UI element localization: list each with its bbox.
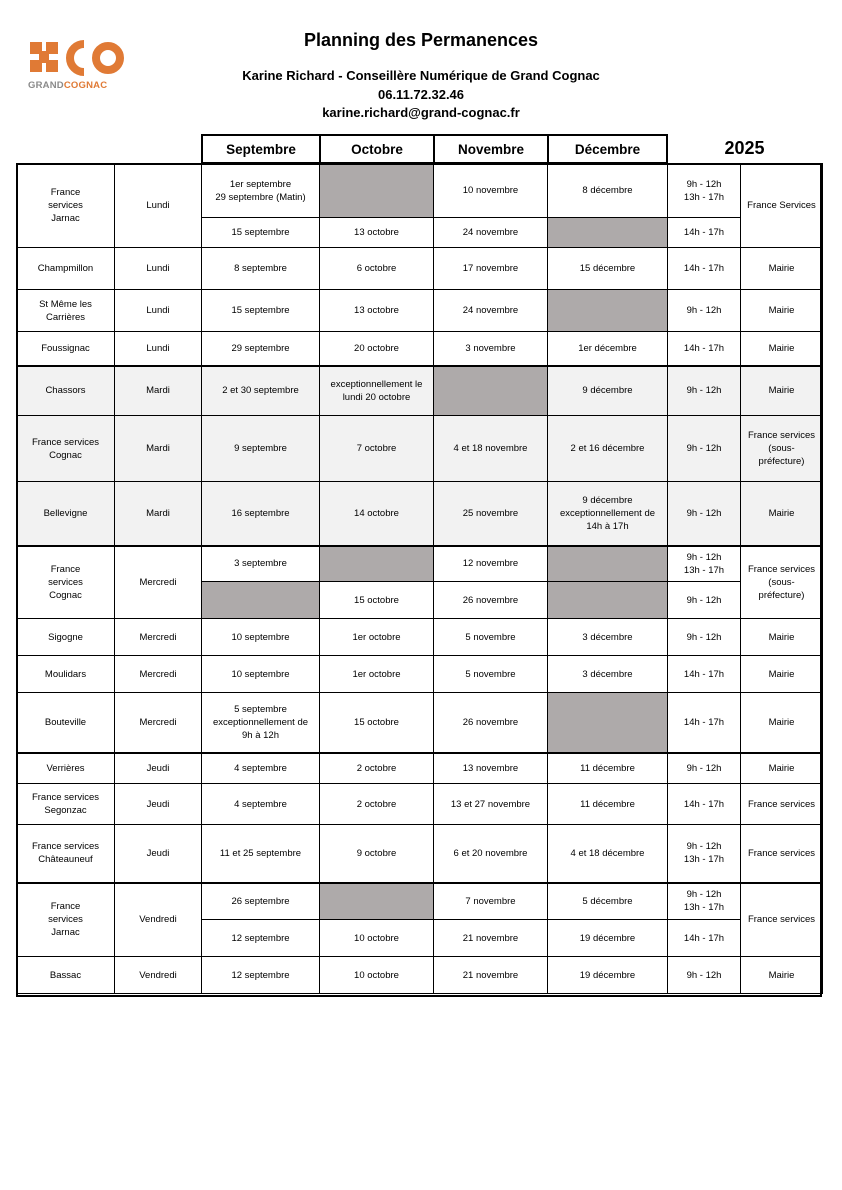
hours-cell: 9h - 12h	[668, 416, 741, 482]
date-cell-dec: 1er décembre	[548, 332, 668, 366]
date-cell-sep: 16 septembre	[202, 482, 320, 546]
date-cell-sep: 1er septembre 29 septembre (Matin)	[202, 164, 320, 218]
date-cell-oct: 1er octobre	[320, 619, 434, 656]
day-cell: Lundi	[115, 248, 202, 290]
day-cell: Mardi	[115, 416, 202, 482]
location-cell: Mairie	[741, 693, 823, 753]
date-cell-sep: 4 septembre	[202, 784, 320, 825]
table-row	[17, 753, 823, 784]
hours-cell: 9h - 12h 13h - 17h	[668, 546, 741, 582]
date-cell-nov: 4 et 18 novembre	[434, 416, 548, 482]
location-cell: Mairie	[741, 332, 823, 366]
place-cell: Bellevigne	[17, 482, 115, 546]
hours-cell: 14h - 17h	[668, 656, 741, 693]
hours-cell: 9h - 12h	[668, 957, 741, 994]
date-cell-dec: 19 décembre	[548, 920, 668, 957]
date-cell-nov: 25 novembre	[434, 482, 548, 546]
date-cell-nov: 13 et 27 novembre	[434, 784, 548, 825]
table-row	[17, 883, 823, 920]
date-cell-nov: 26 novembre	[434, 693, 548, 753]
date-cell-oct: 2 octobre	[320, 784, 434, 825]
date-cell-oct: 14 octobre	[320, 482, 434, 546]
date-cell-oct: 15 octobre	[320, 693, 434, 753]
table-row	[17, 248, 823, 290]
place-cell: Champmillon	[17, 248, 115, 290]
date-cell-oct: 20 octobre	[320, 332, 434, 366]
table-row	[17, 482, 823, 546]
date-cell-dec: 15 décembre	[548, 248, 668, 290]
date-cell-oct: 10 octobre	[320, 920, 434, 957]
date-cell-nov: 26 novembre	[434, 582, 548, 619]
place-cell: France services Jarnac	[17, 164, 115, 248]
table-row	[17, 366, 823, 416]
date-cell-sep: 12 septembre	[202, 920, 320, 957]
place-cell: France services Cognac	[17, 546, 115, 619]
location-cell: France services	[741, 825, 823, 883]
day-cell: Mercredi	[115, 619, 202, 656]
table-row	[17, 693, 823, 753]
hours-cell: 9h - 12h 13h - 17h	[668, 883, 741, 920]
place-cell: Sigogne	[17, 619, 115, 656]
date-cell-dec: 8 décembre	[548, 164, 668, 218]
date-cell-sep: 3 septembre	[202, 546, 320, 582]
day-cell: Mercredi	[115, 693, 202, 753]
date-cell-dec: 3 décembre	[548, 656, 668, 693]
date-cell-sep: 26 septembre	[202, 883, 320, 920]
date-cell-sep: 15 septembre	[202, 290, 320, 332]
date-cell-dec	[548, 218, 668, 248]
location-cell: France services (sous- préfecture)	[741, 416, 823, 482]
date-cell-nov: 21 novembre	[434, 920, 548, 957]
day-cell: Mardi	[115, 482, 202, 546]
place-cell: Moulidars	[17, 656, 115, 693]
date-cell-sep: 11 et 25 septembre	[202, 825, 320, 883]
table-row	[17, 784, 823, 825]
day-cell: Jeudi	[115, 753, 202, 784]
hours-cell: 9h - 12h	[668, 619, 741, 656]
date-cell-sep: 29 septembre	[202, 332, 320, 366]
date-cell-nov: 3 novembre	[434, 332, 548, 366]
date-cell-nov: 5 novembre	[434, 619, 548, 656]
place-cell: Bouteville	[17, 693, 115, 753]
location-cell: Mairie	[741, 656, 823, 693]
place-cell: France services Segonzac	[17, 784, 115, 825]
date-cell-nov: 24 novembre	[434, 218, 548, 248]
date-cell-nov: 6 et 20 novembre	[434, 825, 548, 883]
date-cell-oct: 9 octobre	[320, 825, 434, 883]
phone-number: 06.11.72.32.46	[377, 87, 465, 102]
day-cell: Lundi	[115, 164, 202, 248]
hours-cell: 9h - 12h 13h - 17h	[668, 164, 741, 218]
location-cell: France services (sous- préfecture)	[741, 546, 823, 619]
date-cell-oct: 7 octobre	[320, 416, 434, 482]
date-cell-oct	[320, 546, 434, 582]
date-cell-dec: 4 et 18 décembre	[548, 825, 668, 883]
hours-cell: 14h - 17h	[668, 920, 741, 957]
place-cell: France services Châteauneuf	[17, 825, 115, 883]
date-cell-oct: 13 octobre	[320, 290, 434, 332]
hours-cell: 9h - 12h	[668, 482, 741, 546]
date-cell-oct: 13 octobre	[320, 218, 434, 248]
place-cell: France services Jarnac	[17, 883, 115, 957]
date-cell-oct: 15 octobre	[320, 582, 434, 619]
day-cell: Mardi	[115, 366, 202, 416]
location-cell: France services	[741, 883, 823, 957]
hours-cell: 9h - 12h	[668, 582, 741, 619]
date-cell-sep: 10 septembre	[202, 656, 320, 693]
date-cell-nov: 5 novembre	[434, 656, 548, 693]
date-cell-oct: 1er octobre	[320, 656, 434, 693]
date-cell-oct: 2 octobre	[320, 753, 434, 784]
table-row	[17, 619, 823, 656]
date-cell-oct: 10 octobre	[320, 957, 434, 994]
place-cell: Verrières	[17, 753, 115, 784]
table-row	[17, 546, 823, 582]
date-cell-nov: 10 novembre	[434, 164, 548, 218]
location-cell: Mairie	[741, 619, 823, 656]
date-cell-dec: 9 décembre	[548, 366, 668, 416]
schedule-table	[16, 163, 823, 994]
hours-cell: 9h - 12h 13h - 17h	[668, 825, 741, 883]
table-row	[17, 164, 823, 218]
date-cell-sep: 12 septembre	[202, 957, 320, 994]
date-cell-oct	[320, 883, 434, 920]
month-header: Novembre	[434, 135, 548, 163]
date-cell-sep: 2 et 30 septembre	[202, 366, 320, 416]
month-header: Octobre	[320, 135, 434, 163]
date-cell-nov: 24 novembre	[434, 290, 548, 332]
date-cell-dec	[548, 290, 668, 332]
day-cell: Jeudi	[115, 825, 202, 883]
day-cell: Vendredi	[115, 957, 202, 994]
table-row	[17, 416, 823, 482]
hours-cell: 9h - 12h	[668, 753, 741, 784]
hours-cell: 9h - 12h	[668, 366, 741, 416]
date-cell-sep: 10 septembre	[202, 619, 320, 656]
location-cell: Mairie	[741, 957, 823, 994]
year-label: 2025	[724, 138, 765, 158]
date-cell-nov: 7 novembre	[434, 883, 548, 920]
date-cell-dec: 2 et 16 décembre	[548, 416, 668, 482]
day-cell: Mercredi	[115, 656, 202, 693]
table-row	[17, 332, 823, 366]
location-cell: Mairie	[741, 753, 823, 784]
place-cell: Chassors	[17, 366, 115, 416]
date-cell-nov	[434, 366, 548, 416]
hours-cell: 9h - 12h	[668, 290, 741, 332]
logo-wordmark: GRANDCOGNAC	[28, 80, 108, 91]
date-cell-nov: 13 novembre	[434, 753, 548, 784]
month-header: Décembre	[548, 135, 667, 163]
date-cell-sep: 15 septembre	[202, 218, 320, 248]
location-cell: France Services	[741, 164, 823, 248]
hours-cell: 14h - 17h	[668, 218, 741, 248]
location-cell: Mairie	[741, 248, 823, 290]
place-cell: Bassac	[17, 957, 115, 994]
date-cell-nov: 17 novembre	[434, 248, 548, 290]
hours-cell: 14h - 17h	[668, 248, 741, 290]
table-row	[17, 957, 823, 994]
date-cell-dec: 9 décembre exceptionnellement de 14h à 17h	[548, 482, 668, 546]
date-cell-sep: 5 septembre exceptionnellement de 9h à 12h	[202, 693, 320, 753]
table-row	[17, 825, 823, 883]
location-cell: Mairie	[741, 290, 823, 332]
date-cell-dec	[548, 693, 668, 753]
date-cell-nov: 21 novembre	[434, 957, 548, 994]
place-cell: Foussignac	[17, 332, 115, 366]
date-cell-dec: 11 décembre	[548, 784, 668, 825]
day-cell: Lundi	[115, 290, 202, 332]
day-cell: Lundi	[115, 332, 202, 366]
logo-x-center	[39, 51, 49, 63]
day-cell: Jeudi	[115, 784, 202, 825]
date-cell-dec: 3 décembre	[548, 619, 668, 656]
day-cell: Vendredi	[115, 883, 202, 957]
table-row	[17, 290, 823, 332]
day-cell: Mercredi	[115, 546, 202, 619]
date-cell-dec	[548, 546, 668, 582]
date-cell-nov: 12 novembre	[434, 546, 548, 582]
date-cell-sep: 8 septembre	[202, 248, 320, 290]
date-cell-dec: 11 décembre	[548, 753, 668, 784]
date-cell-oct	[320, 164, 434, 218]
month-header-row	[201, 134, 668, 164]
place-cell: St Même les Carrières	[17, 290, 115, 332]
email-address: karine.richard@grand-cognac.fr	[322, 105, 520, 120]
advisor-line: Karine Richard - Conseillère Numérique de Grand Cognac	[242, 68, 600, 83]
date-cell-sep	[202, 582, 320, 619]
table-row	[17, 656, 823, 693]
date-cell-sep: 9 septembre	[202, 416, 320, 482]
date-cell-sep: 4 septembre	[202, 753, 320, 784]
date-cell-oct: exceptionnellement le lundi 20 octobre	[320, 366, 434, 416]
location-cell: Mairie	[741, 482, 823, 546]
month-header: Septembre	[202, 135, 320, 163]
date-cell-dec: 5 décembre	[548, 883, 668, 920]
location-cell: Mairie	[741, 366, 823, 416]
location-cell: France services	[741, 784, 823, 825]
date-cell-oct: 6 octobre	[320, 248, 434, 290]
date-cell-dec: 19 décembre	[548, 957, 668, 994]
page-title: Planning des Permanences	[303, 30, 539, 50]
hours-cell: 14h - 17h	[668, 693, 741, 753]
date-cell-dec	[548, 582, 668, 619]
place-cell: France services Cognac	[17, 416, 115, 482]
hours-cell: 14h - 17h	[668, 332, 741, 366]
hours-cell: 14h - 17h	[668, 784, 741, 825]
